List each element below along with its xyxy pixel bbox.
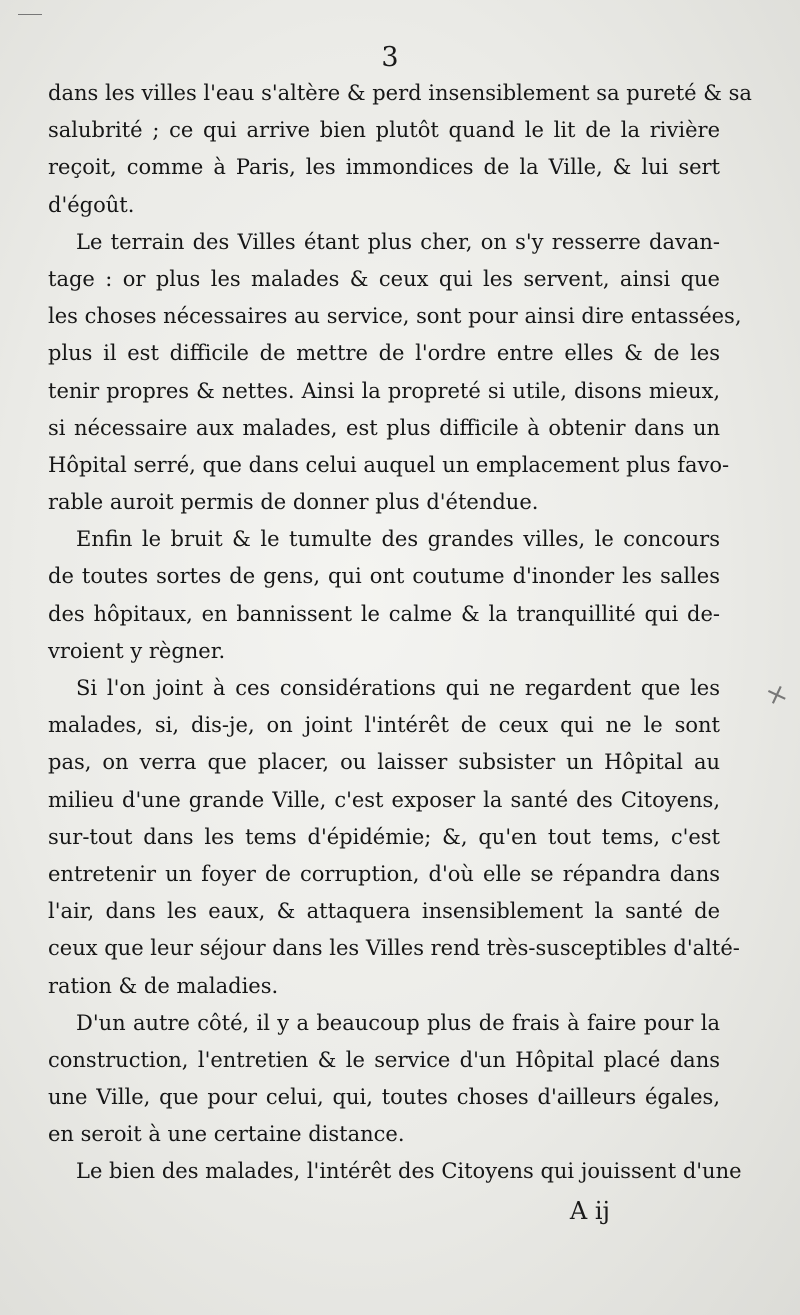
text-line: de toutes sortes de gens, qui ont coutume d'inonder les salles — [48, 564, 720, 589]
signature-mark: A ij — [569, 1197, 610, 1225]
corner-mark — [18, 0, 42, 15]
text-line: tenir propres & nettes. Ainsi la propreté si utile, disons mieux, — [48, 378, 720, 403]
text-line: l'air, dans les eaux, & attaquera insensiblement la santé de — [48, 899, 720, 924]
text-line: Le bien des malades, l'intérêt des Citoyens qui jouissent d'une — [76, 1159, 742, 1184]
text-line: pas, on verra que placer, ou laisser subsister un Hôpital au — [48, 750, 720, 775]
text-line: D'un autre côté, il y a beaucoup plus de frais à faire pour la — [76, 1010, 720, 1035]
text-line: salubrité ; ce qui arrive bien plutôt quand le lit de la rivière — [48, 118, 720, 143]
text-line: Enfin le bruit & le tumulte des grandes villes, le concours — [76, 527, 720, 552]
text-line: si nécessaire aux malades, est plus difficile à obtenir dans un — [48, 415, 720, 440]
page-number: 3 — [381, 42, 399, 73]
text-line: milieu d'une grande Ville, c'est exposer la santé des Citoyens, — [48, 787, 720, 812]
text-line: Le terrain des Villes étant plus cher, on s'y resserre davan- — [76, 229, 720, 254]
text-line: plus il est difficile de mettre de l'ordre entre elles & de les — [48, 341, 720, 366]
text-line: ration & de maladies. — [48, 973, 279, 998]
text-line: une Ville, que pour celui, qui, toutes choses d'ailleurs égales, — [48, 1085, 720, 1110]
text-line: reçoit, comme à Paris, les immondices de la Ville, & lui sert — [48, 155, 720, 180]
text-line: tage : or plus les malades & ceux qui les servent, ainsi que — [48, 266, 720, 291]
text-line: des hôpitaux, en bannissent le calme & la tranquillité qui de- — [48, 601, 720, 626]
body-text — [48, 75, 752, 1191]
text-line: Hôpital serré, que dans celui auquel un emplacement plus favo- — [48, 452, 730, 477]
text-line: rable auroit permis de donner plus d'étendue. — [48, 490, 539, 515]
text-line: Si l'on joint à ces considérations qui ne regardent que les — [76, 676, 720, 700]
text-line: les choses nécessaires au service, sont pour ainsi dire entassées, — [48, 304, 742, 329]
text-line: d'égoût. — [48, 192, 135, 217]
margin-cross-mark: × — [761, 677, 793, 713]
text-line: entretenir un foyer de corruption, d'où elle se répandra dans — [48, 861, 720, 886]
text-line: vroient y règner. — [48, 638, 226, 663]
text-line: ceux que leur séjour dans les Villes rend très-susceptibles d'alté- — [48, 936, 740, 961]
text-line: construction, l'entretien & le service d'un Hôpital placé dans — [48, 1047, 720, 1072]
text-line: en seroit à une certaine distance. — [48, 1122, 405, 1147]
text-line: dans les villes l'eau s'altère & perd insensiblement sa pureté & sa — [48, 81, 752, 105]
text-line: sur-tout dans les tems d'épidémie; &, qu'en tout tems, c'est — [48, 824, 720, 849]
text-line: malades, si, dis-je, on joint l'intérêt de ceux qui ne le sont — [48, 713, 720, 738]
